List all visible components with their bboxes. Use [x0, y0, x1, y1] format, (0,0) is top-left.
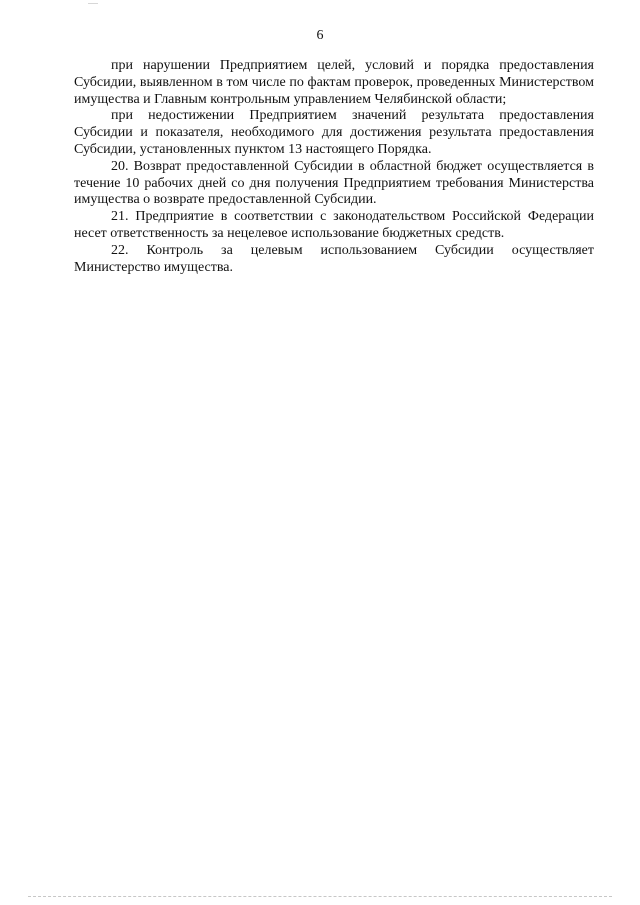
- paragraph-22-control: 22. Контроль за целевым использованием Субсидии осуществляет Министерство имущества.: [74, 242, 594, 275]
- paragraph-violation-clause: при нарушении Предприятием целей, условий и порядка предоставления Субсидии, выявленном в том числе по фактам проверок, проведенных Министерством имущества и Главным контрольным управлением Челябинской области;: [74, 58, 594, 107]
- scan-corner-mark: [88, 0, 98, 4]
- scan-bottom-line: [28, 896, 612, 897]
- page-number: 6: [316, 28, 324, 43]
- paragraph-21-responsibility: 21. Предприятие в соответствии с законодательством Российской Федерации несет ответственность за нецелевое использование бюджетных средств.: [74, 209, 594, 241]
- paragraph-non-achievement-clause: при недостижении Предприятием значений результата предоставления Субсидии и показателя, необходимого для достижения результата предоставления Субсидии, установленных пунктом 13 настоящего Порядка.: [74, 108, 594, 157]
- paragraph-20-return-of-subsidy: 20. Возврат предоставленной Субсидии в областной бюджет осуществляется в течение 10 рабочих дней со дня получения Предприятием требования Министерства имущества о возврате предоставленной Субсидии.: [74, 158, 594, 208]
- document-body: [74, 58, 594, 276]
